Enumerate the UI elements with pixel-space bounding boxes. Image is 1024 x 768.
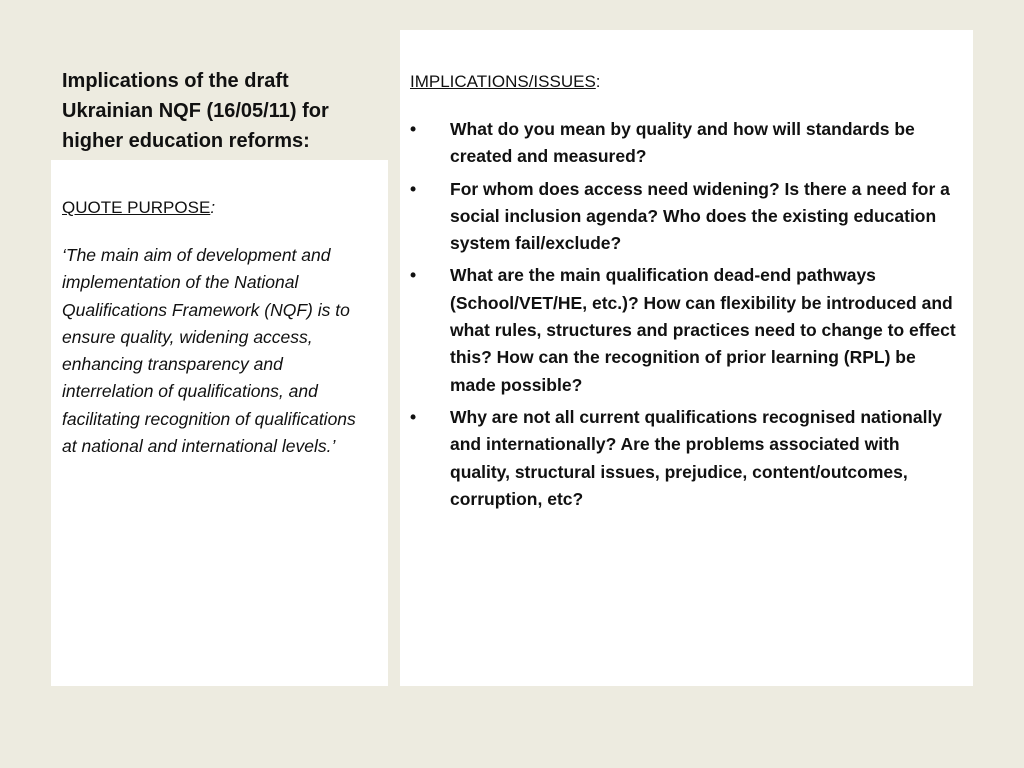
issue-text: Why are not all current qualifications recognised nationally and internationally? Are the problems associated with quality, structural issues, prejudice, content/outcomes, corruption, etc? bbox=[450, 406, 943, 509]
issues-heading-colon: : bbox=[595, 72, 601, 91]
quote-purpose-heading bbox=[62, 196, 378, 220]
issues-list bbox=[410, 116, 963, 513]
issue-item bbox=[410, 262, 963, 398]
quote-purpose-heading-colon: : bbox=[210, 198, 216, 217]
quote-panel bbox=[51, 160, 388, 686]
issue-text: What are the main qualification dead-end pathways (School/VET/HE, etc.)? How can flexibility be introduced and what rules, structures and practices need to change to effect this? How can the recognition of prior learning (RPL) be made possible? bbox=[450, 265, 956, 395]
bullet-icon: • bbox=[410, 119, 417, 139]
issue-item bbox=[410, 404, 963, 513]
issues-panel bbox=[400, 30, 973, 686]
issue-item bbox=[410, 176, 963, 258]
quote-purpose-heading-text: QUOTE PURPOSE bbox=[62, 198, 211, 217]
issues-heading bbox=[410, 70, 963, 94]
bullet-icon: • bbox=[410, 265, 417, 286]
issues-heading-text: IMPLICATIONS/ISSUES bbox=[410, 72, 596, 91]
issue-text: For whom does access need widening? Is there a need for a social inclusion agenda? Who does the existing education system fail/exclude? bbox=[450, 178, 950, 254]
issue-item bbox=[410, 116, 963, 171]
issue-text: What do you mean by quality and how will standards be created and measured? bbox=[450, 119, 915, 167]
quote-text: ‘The main aim of development and implementation of the National Qualifications Framework (NQF) is to ensure quality, widening access, enhancing transparency and interrelation of qualifications, and facilitating recognition of qualifications at national and international levels.’ bbox=[62, 245, 356, 457]
slide-title: Implications of the draft Ukrainian NQF (16/05/11) for higher education reforms: bbox=[62, 70, 329, 152]
bullet-icon: • bbox=[410, 178, 417, 199]
bullet-icon: • bbox=[410, 406, 417, 427]
